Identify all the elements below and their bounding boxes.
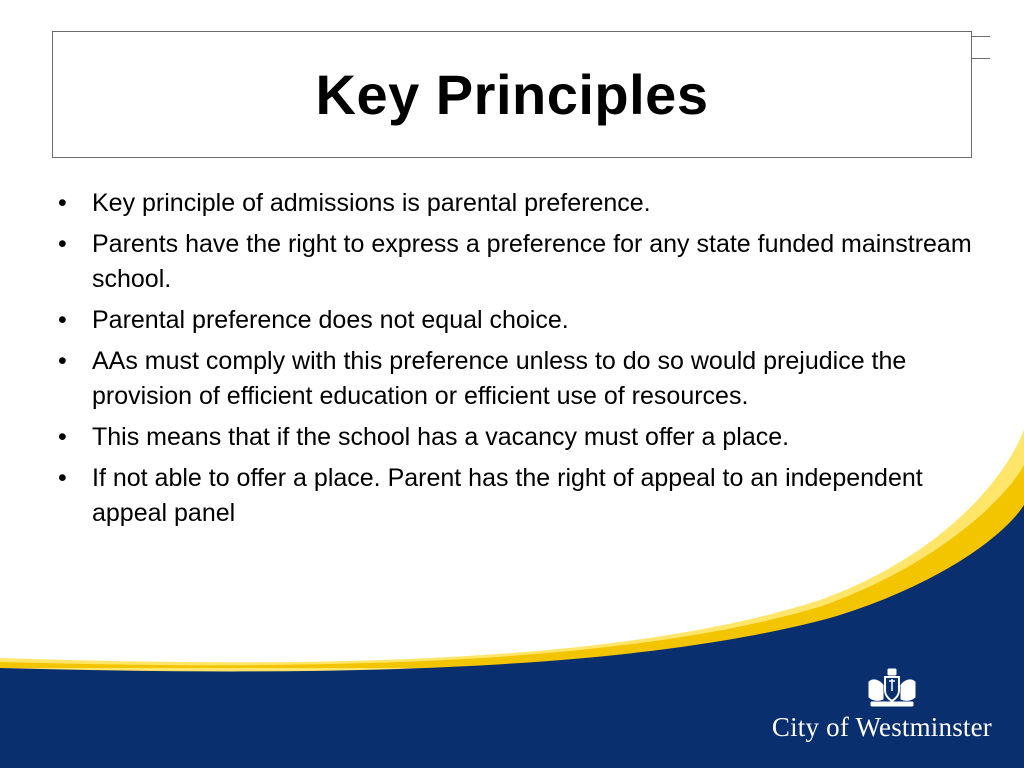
bullet-item: • If not able to offer a place. Parent has the right of appeal to an independent appeal panel	[52, 461, 972, 531]
bullet-item: • This means that if the school has a vacancy must offer a place.	[52, 420, 972, 455]
bullet-icon: •	[58, 347, 67, 375]
corner-line-bottom	[972, 58, 990, 59]
bullet-list	[52, 186, 972, 537]
bullet-item: • Key principle of admissions is parental preference.	[52, 186, 972, 221]
bullet-icon: •	[58, 423, 67, 451]
bullet-icon: •	[58, 464, 67, 492]
bullet-icon: •	[58, 306, 67, 334]
bullet-icon: •	[58, 230, 67, 258]
title-box	[52, 31, 972, 158]
brand-name: City of Westminster	[771, 712, 992, 742]
bullet-item: • Parental preference does not equal choice.	[52, 303, 972, 338]
corner-line-top	[972, 36, 990, 37]
westminster-crest-icon	[865, 668, 919, 708]
bullet-item: • Parents have the right to express a preference for any state funded mainstream school.	[52, 227, 972, 297]
bullet-icon: •	[58, 189, 67, 217]
slide-title: Key Principles	[315, 63, 709, 126]
bullet-item: • AAs must comply with this preference unless to do so would prejudice the provision of efficient education or efficient use of resources.	[52, 344, 972, 414]
